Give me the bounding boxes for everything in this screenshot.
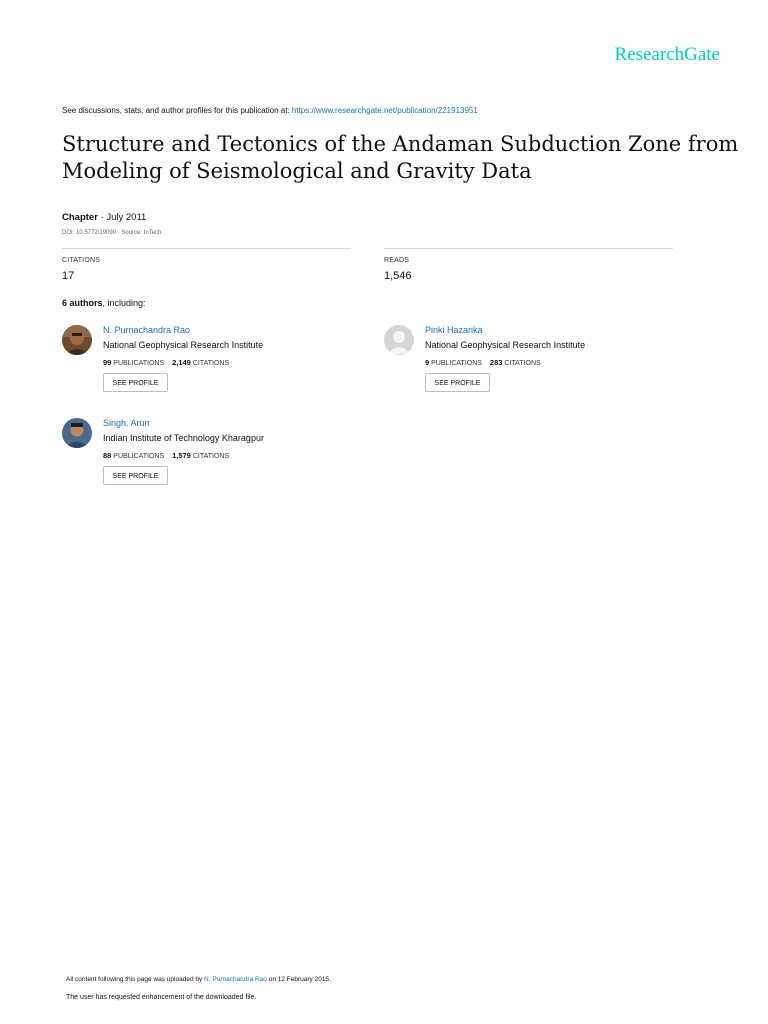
doi-source-line: DOI: 10.5772/19090 · Source: InTech [62, 230, 162, 236]
uploader-link[interactable]: N. Purnachandra Rao [204, 976, 267, 983]
citations-value: 17 [62, 270, 75, 282]
reads-label: READS [384, 257, 410, 264]
author-citations-count: 283 [489, 358, 503, 367]
authors-suffix: , including: [102, 298, 146, 308]
author-publications-label: PUBLICATIONS [431, 360, 482, 367]
discussion-text: See discussions, stats, and author profiles for this publication at: [62, 106, 292, 115]
author-card [62, 418, 362, 498]
author-stats [103, 358, 229, 367]
author-publications-count: 88 [103, 451, 112, 460]
publication-date: July 2011 [106, 212, 147, 223]
divider-left [62, 248, 351, 249]
author-publications-count: 99 [103, 358, 112, 367]
upload-prefix: All content following this page was uploaded by [66, 976, 205, 983]
author-publications-count: 9 [425, 358, 430, 367]
author-citations-label: CITATIONS [192, 453, 230, 460]
author-name-link[interactable]: N. Purnachandra Rao [103, 325, 191, 335]
authors-count: 6 authors [62, 298, 103, 308]
author-citations-count: 1,579 [172, 451, 191, 460]
see-profile-button[interactable]: SEE PROFILE [425, 373, 490, 392]
authors-heading [62, 298, 146, 308]
author-institution: Indian Institute of Technology Kharagpur [103, 433, 264, 443]
default-avatar-icon[interactable] [384, 325, 414, 355]
upload-suffix: on 12 February 2015. [266, 976, 331, 983]
author-publications-label: PUBLICATIONS [113, 453, 165, 460]
see-profile-button[interactable]: SEE PROFILE [103, 466, 168, 485]
author-citations-count: 2,149 [172, 358, 191, 367]
author-name-link[interactable]: Singh. Arun [103, 418, 150, 428]
author-card [62, 325, 362, 405]
enhancement-notice: The user has requested enhancement of the downloaded file. [66, 994, 257, 1001]
author-publications-label: PUBLICATIONS [113, 360, 165, 367]
author-stats [425, 358, 541, 367]
researchgate-logo[interactable]: ResearchGate [614, 44, 720, 65]
author-stats [103, 451, 229, 460]
person-photo-icon[interactable] [62, 418, 92, 448]
publication-link[interactable]: https://www.researchgate.net/publication/221913951 [291, 106, 478, 115]
author-citations-label: CITATIONS [192, 360, 230, 367]
citations-label: CITATIONS [62, 257, 101, 264]
see-profile-button[interactable]: SEE PROFILE [103, 373, 168, 392]
author-citations-label: CITATIONS [504, 360, 541, 367]
upload-notice [66, 976, 331, 983]
publication-title: Structure and Tectonics of the Andaman Subduction Zone from Modeling of Seismological and Gravity Data [62, 132, 739, 183]
divider-right [384, 248, 673, 249]
author-institution: National Geophysical Research Institute [425, 340, 586, 350]
reads-value: 1,546 [384, 270, 412, 282]
author-name-link[interactable]: Pinki Hazarika [425, 325, 483, 335]
author-institution: National Geophysical Research Institute [103, 340, 264, 350]
publication-type: Chapter [62, 212, 98, 223]
person-photo-icon[interactable] [62, 325, 92, 355]
author-card [384, 325, 684, 405]
discussion-line [62, 106, 478, 115]
meta-separator: · [97, 212, 107, 223]
publication-meta [62, 212, 146, 223]
